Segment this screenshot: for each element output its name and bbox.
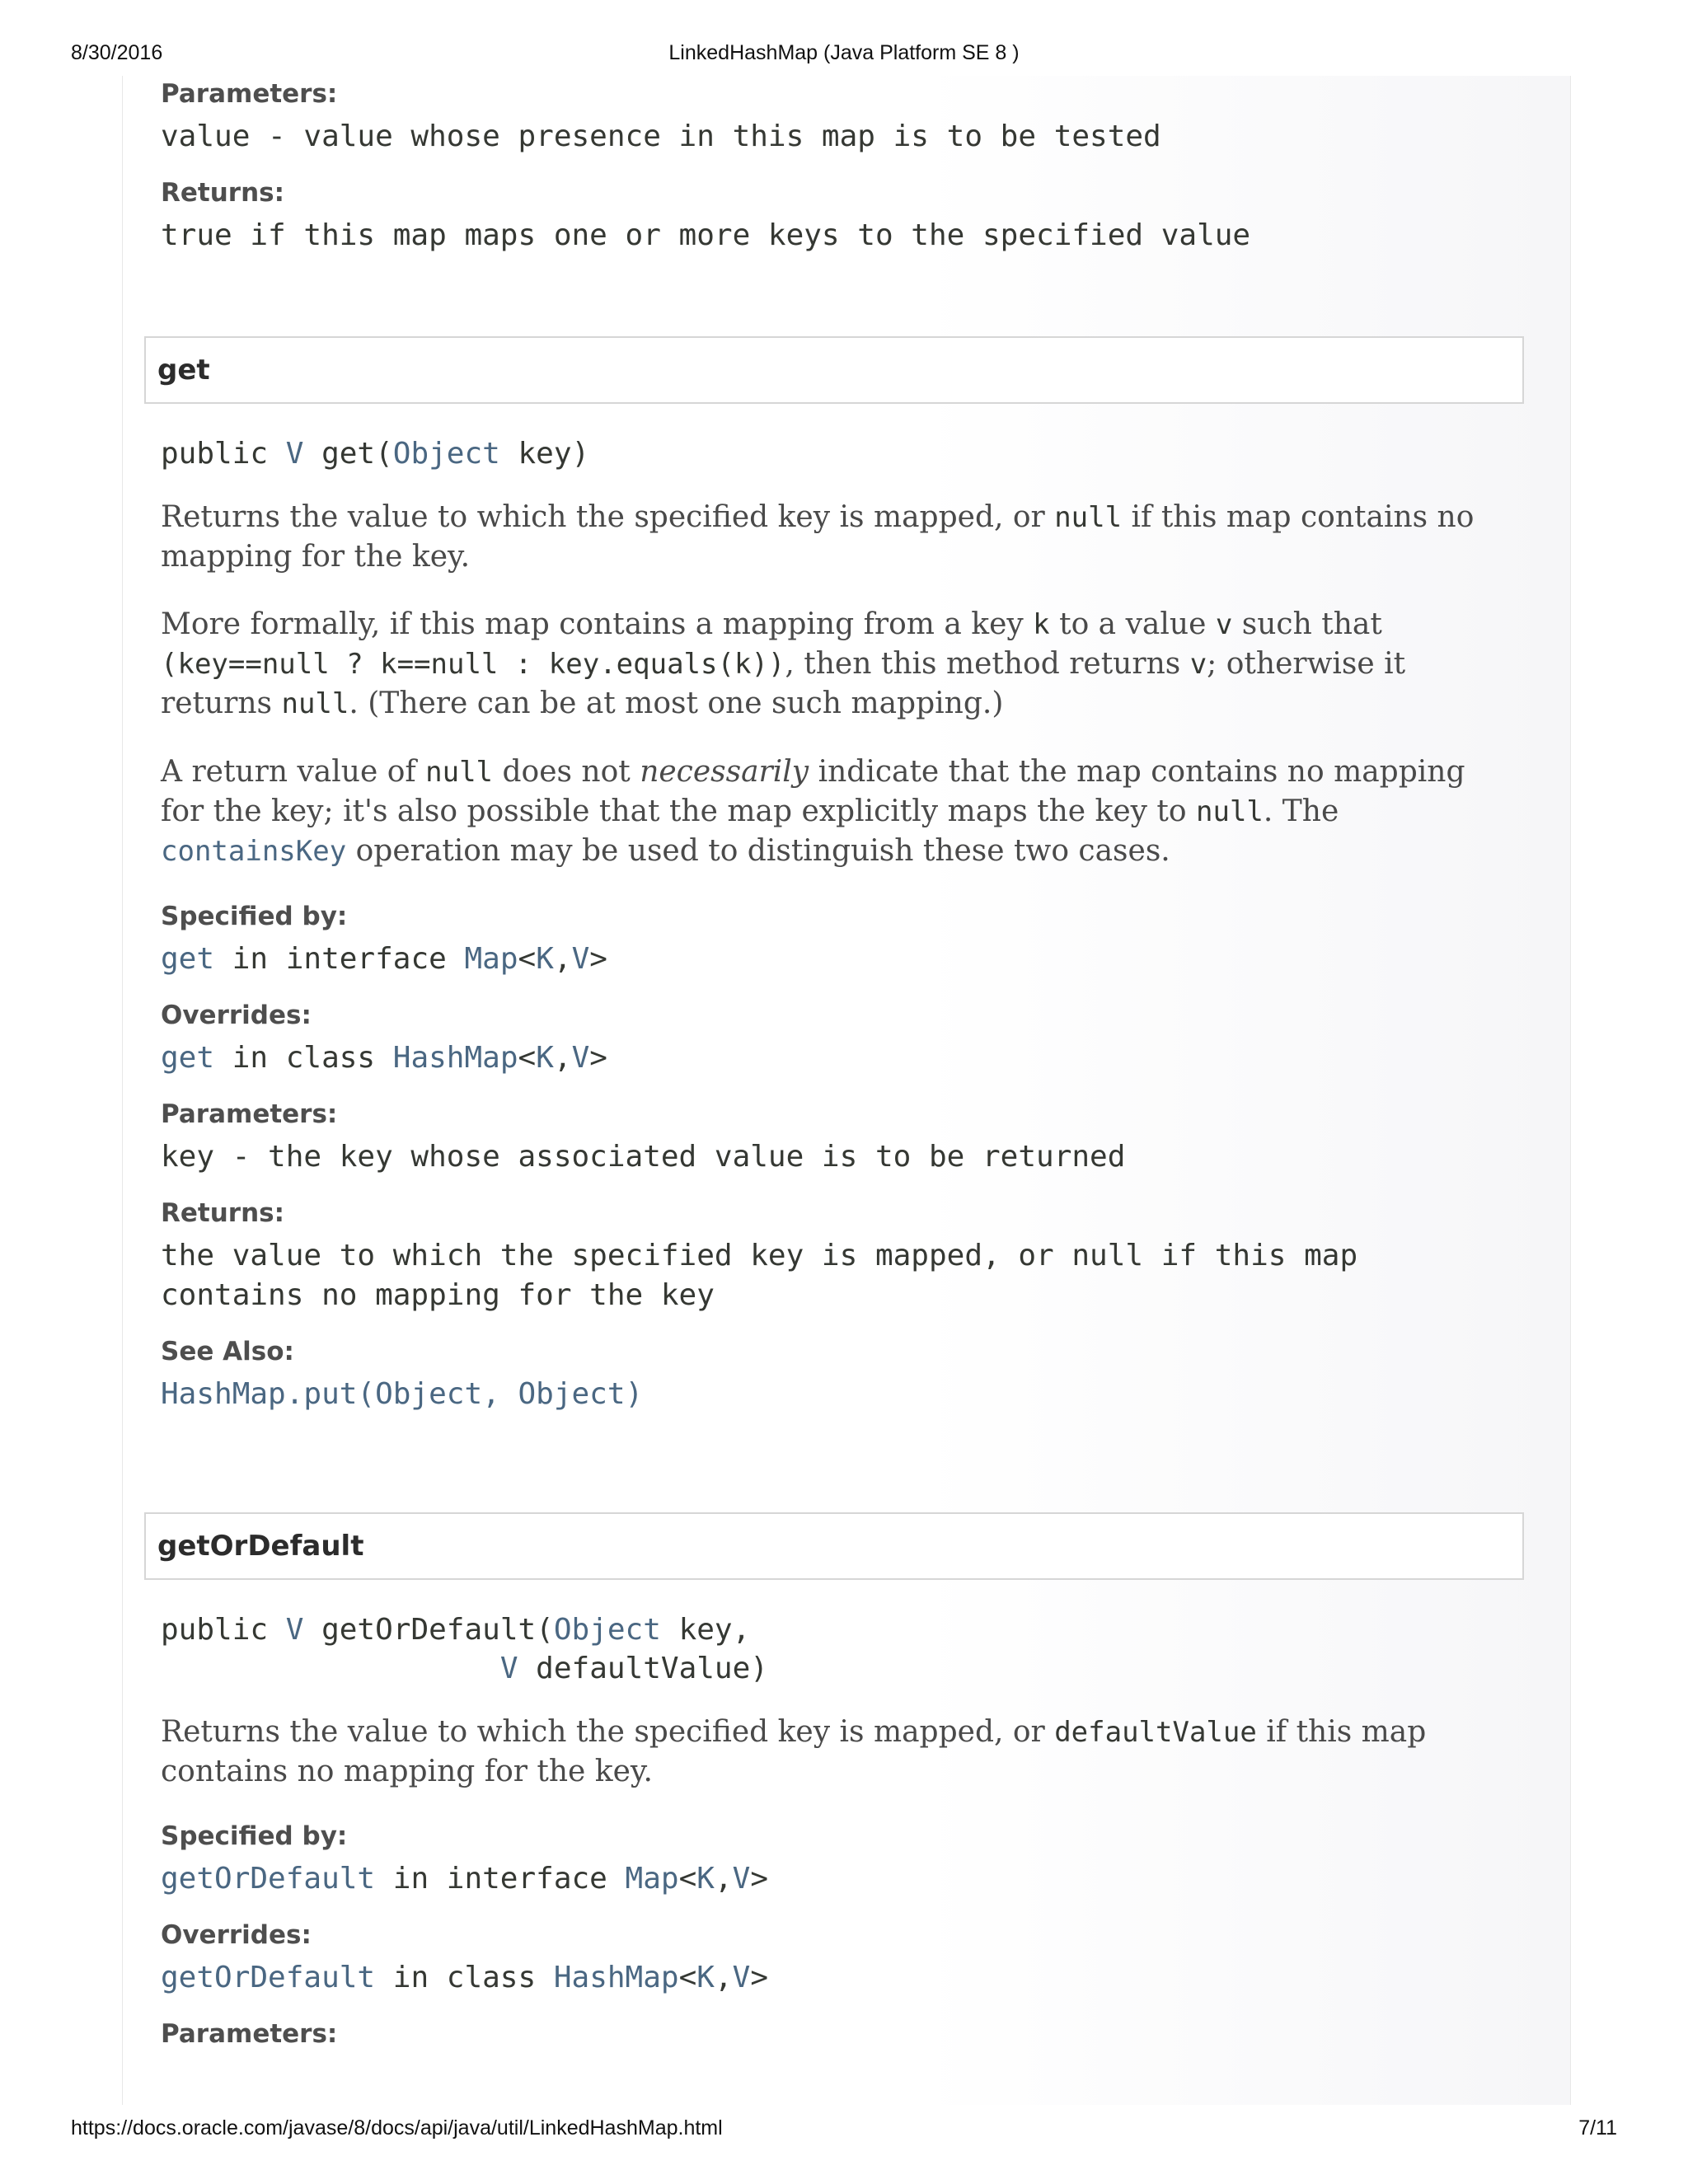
returns-description: true if this map maps one or more keys to the specified value bbox=[161, 218, 1251, 252]
text: > bbox=[589, 942, 607, 976]
code-null: null bbox=[1054, 501, 1123, 534]
text: to a value bbox=[1049, 607, 1216, 641]
code-v: v bbox=[1189, 648, 1207, 681]
map-interface-link[interactable]: Map bbox=[625, 1862, 679, 1896]
method-signature bbox=[161, 1610, 1512, 1688]
parameters-label: Parameters: bbox=[161, 1099, 338, 1129]
see-also-label: See Also: bbox=[161, 1337, 294, 1366]
method-heading-getordefault: getOrDefault bbox=[144, 1512, 1524, 1580]
text: , bbox=[714, 1961, 733, 1994]
see-also-value bbox=[161, 1375, 1512, 1414]
type-v-link[interactable]: V bbox=[571, 1041, 590, 1075]
parameter-description: key - the key whose associated value is to be returned bbox=[161, 1140, 1126, 1174]
text: > bbox=[750, 1961, 768, 1994]
type-k-link[interactable]: K bbox=[536, 942, 554, 976]
type-k-link[interactable]: K bbox=[696, 1862, 715, 1896]
specified-by-value bbox=[161, 940, 1512, 979]
text: , then this method returns bbox=[785, 647, 1190, 681]
sig-name: getOrDefault( bbox=[303, 1613, 554, 1647]
text: Returns the value to which the specified key is mapped, or bbox=[161, 500, 1055, 534]
type-v-link[interactable]: V bbox=[499, 1652, 518, 1685]
type-v-link[interactable]: V bbox=[571, 942, 590, 976]
type-v-link[interactable]: V bbox=[732, 1862, 751, 1896]
parameters-label: Parameters: bbox=[161, 2019, 338, 2049]
method-signature bbox=[161, 434, 1512, 473]
type-v-link[interactable]: V bbox=[732, 1961, 751, 1994]
code-v: v bbox=[1215, 608, 1233, 641]
emphasis: necessarily bbox=[640, 755, 809, 789]
print-date: 8/30/2016 bbox=[71, 41, 163, 64]
print-url: https://docs.oracle.com/javase/8/docs/api/java/util/LinkedHashMap.html bbox=[71, 2116, 723, 2139]
text: in class bbox=[214, 1041, 393, 1075]
text: < bbox=[518, 1041, 537, 1075]
text: More formally, if this map contains a mapping from a key bbox=[161, 607, 1034, 641]
text: > bbox=[589, 1041, 607, 1075]
description-paragraph bbox=[161, 752, 1512, 871]
method-link[interactable]: get bbox=[161, 1041, 215, 1075]
sig-indent bbox=[161, 1652, 500, 1685]
method-body-get bbox=[161, 434, 1512, 1434]
method-link[interactable]: getOrDefault bbox=[161, 1961, 376, 1994]
contains-key-link[interactable]: containsKey bbox=[161, 835, 347, 868]
code-expression: (key==null ? k==null : key.equals(k)) bbox=[161, 648, 785, 681]
parameter-description: value - value whose presence in this map is to be tested bbox=[161, 120, 1161, 153]
sig-param: defaultValue) bbox=[518, 1652, 768, 1685]
specified-by-label: Specified by: bbox=[161, 1821, 348, 1851]
print-page-number: 7/11 bbox=[1578, 2116, 1617, 2139]
sig-param: key, bbox=[660, 1613, 751, 1647]
description-paragraph bbox=[161, 605, 1512, 724]
text: . (There can be at most one such mapping.) bbox=[349, 687, 1004, 720]
description-paragraph bbox=[161, 1713, 1512, 1791]
text: ; otherwise it returns bbox=[161, 647, 1406, 720]
text: in interface bbox=[214, 942, 465, 976]
overrides-label: Overrides: bbox=[161, 1920, 312, 1950]
type-v-link[interactable]: V bbox=[285, 1613, 304, 1647]
overrides-value bbox=[161, 1038, 1512, 1078]
print-footer bbox=[0, 2116, 1688, 2143]
method-link[interactable]: get bbox=[161, 942, 215, 976]
map-interface-link[interactable]: Map bbox=[464, 942, 518, 976]
print-title: LinkedHashMap (Java Platform SE 8 ) bbox=[668, 41, 1020, 64]
code-defaultvalue: defaultValue bbox=[1054, 1716, 1257, 1749]
hashmap-class-link[interactable]: HashMap bbox=[553, 1961, 679, 1994]
text: , bbox=[553, 1041, 572, 1075]
returns-label: Returns: bbox=[161, 1198, 284, 1228]
text: in interface bbox=[375, 1862, 626, 1896]
specified-by-label: Specified by: bbox=[161, 902, 348, 931]
text: < bbox=[678, 1961, 697, 1994]
text: if this map contains no mapping for the key. bbox=[161, 500, 1475, 574]
text: < bbox=[678, 1862, 697, 1896]
text: Returns the value to which the specified key is mapped, or bbox=[161, 1715, 1055, 1749]
overrides-value bbox=[161, 1958, 1512, 1998]
type-k-link[interactable]: K bbox=[696, 1961, 715, 1994]
text: such that bbox=[1232, 607, 1382, 641]
text: . The bbox=[1263, 794, 1339, 828]
specified-by-value bbox=[161, 1859, 1512, 1899]
description-paragraph bbox=[161, 498, 1512, 576]
code-null: null bbox=[1196, 795, 1264, 828]
text: , bbox=[714, 1862, 733, 1896]
sig-param: key) bbox=[499, 437, 590, 471]
text: < bbox=[518, 942, 537, 976]
parameters-label: Parameters: bbox=[161, 79, 338, 109]
sig-name: get( bbox=[303, 437, 393, 471]
type-k-link[interactable]: K bbox=[536, 1041, 554, 1075]
text: does not bbox=[493, 755, 640, 789]
text: A return value of bbox=[161, 755, 426, 789]
text: > bbox=[750, 1862, 768, 1896]
returns-description: the value to which the specified key is mapped, or null if this map contains no mapping for the key bbox=[161, 1239, 1376, 1312]
code-k: k bbox=[1033, 608, 1050, 641]
text: operation may be used to distinguish these two cases. bbox=[346, 834, 1170, 868]
text: if this map contains no mapping for the key. bbox=[161, 1715, 1427, 1788]
type-v-link[interactable]: V bbox=[285, 437, 304, 471]
returns-label: Returns: bbox=[161, 178, 284, 208]
overrides-label: Overrides: bbox=[161, 1001, 312, 1030]
print-header bbox=[0, 41, 1688, 68]
sig-modifier: public bbox=[161, 437, 286, 471]
code-null: null bbox=[281, 687, 349, 720]
method-heading-get: get bbox=[144, 336, 1524, 404]
object-type-link[interactable]: Object bbox=[392, 437, 500, 471]
hashmap-class-link[interactable]: HashMap bbox=[392, 1041, 518, 1075]
code-null: null bbox=[425, 756, 494, 789]
method-link[interactable]: getOrDefault bbox=[161, 1862, 376, 1896]
text: , bbox=[553, 942, 572, 976]
method-body-getordefault bbox=[161, 1610, 1512, 2050]
hashmap-put-link[interactable]: HashMap.put(Object, Object) bbox=[161, 1377, 644, 1411]
contains-value-details bbox=[161, 77, 1512, 275]
sig-modifier: public bbox=[161, 1613, 286, 1647]
object-type-link[interactable]: Object bbox=[553, 1613, 661, 1647]
text: indicate that the map contains no mapping for the key; it's also possible that the map explicitly maps the key to bbox=[161, 755, 1465, 828]
text: in class bbox=[375, 1961, 554, 1994]
